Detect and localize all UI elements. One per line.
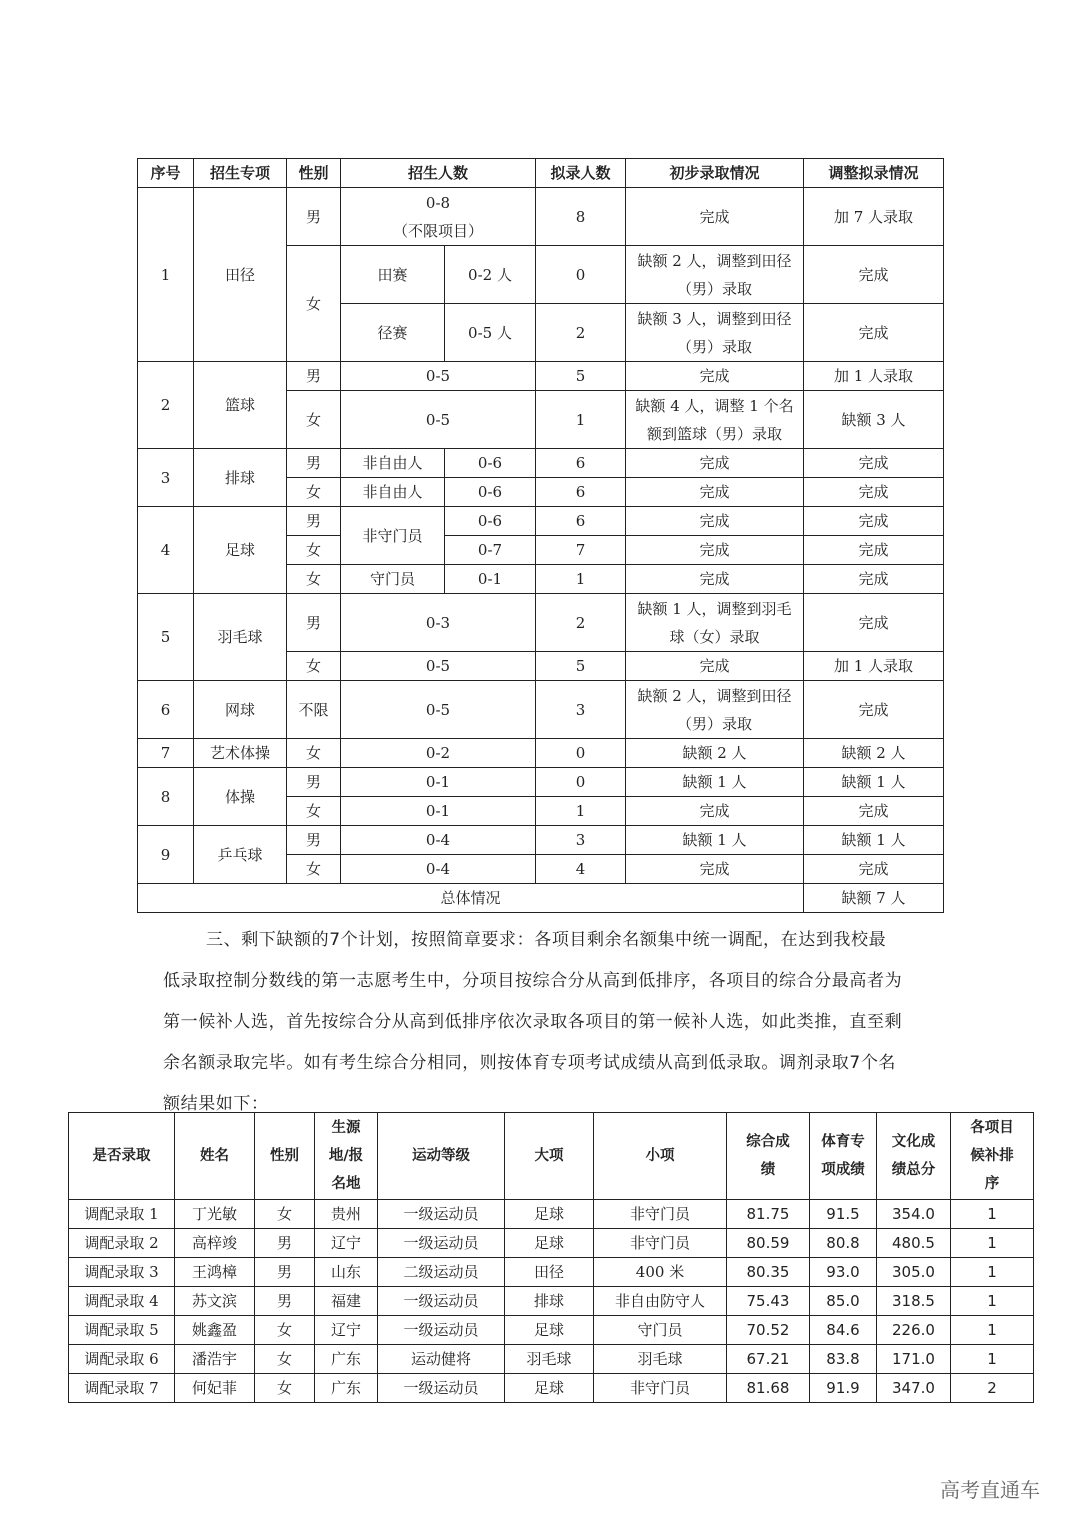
header-cell: 招生专项 xyxy=(194,159,287,188)
adjusted-status: 完成 xyxy=(804,855,944,884)
status-line: 缺额 1 人，调整到羽毛 xyxy=(637,599,792,618)
row-number: 1 xyxy=(138,188,194,362)
paragraph-line: 额结果如下： xyxy=(163,1094,269,1114)
table-cell: 81.75 xyxy=(727,1200,810,1229)
sport-item: 足球 xyxy=(194,507,287,594)
table-cell: 调配录取 1 xyxy=(69,1200,175,1229)
adjusted-status: 完成 xyxy=(804,797,944,826)
header-cell xyxy=(315,1113,378,1200)
table-row xyxy=(69,1345,1034,1374)
initial-status: 完成 xyxy=(626,362,804,391)
quota: 0-1 xyxy=(445,565,536,594)
header-cell xyxy=(877,1113,951,1200)
sport-item: 排球 xyxy=(194,449,287,507)
table-cell: 非守门员 xyxy=(594,1374,727,1403)
table-cell: 80.35 xyxy=(727,1258,810,1287)
table-cell: 高梓竣 xyxy=(175,1229,255,1258)
table-row xyxy=(138,739,944,768)
table-cell: 广东 xyxy=(315,1374,378,1403)
header-line: 各项目 xyxy=(970,1120,1014,1136)
table-cell: 2 xyxy=(951,1374,1034,1403)
total-label: 总体情况 xyxy=(138,884,804,913)
quota: 0-2 人 xyxy=(445,246,536,304)
sport-item: 田径 xyxy=(194,188,287,362)
table-cell: 运动健将 xyxy=(378,1345,505,1374)
table-cell: 67.21 xyxy=(727,1345,810,1374)
sex: 女 xyxy=(287,797,341,826)
sub-item: 守门员 xyxy=(341,565,445,594)
table-cell: 男 xyxy=(255,1229,315,1258)
header-cell xyxy=(255,1113,315,1200)
table-cell: 潘浩宇 xyxy=(175,1345,255,1374)
adjusted-status: 完成 xyxy=(804,507,944,536)
adjusted-status: 完成 xyxy=(804,536,944,565)
planned: 8 xyxy=(536,188,626,246)
table-cell: 一级运动员 xyxy=(378,1200,505,1229)
adjusted-status: 完成 xyxy=(804,565,944,594)
quota: 0-5 人 xyxy=(445,304,536,362)
header-cell: 性别 xyxy=(287,159,341,188)
table-cell: 丁光敏 xyxy=(175,1200,255,1229)
sex: 女 xyxy=(287,246,341,362)
planned: 6 xyxy=(536,507,626,536)
initial-status xyxy=(626,681,804,739)
sex: 男 xyxy=(287,362,341,391)
row-number: 9 xyxy=(138,826,194,884)
header-cell xyxy=(727,1113,810,1200)
initial-status: 完成 xyxy=(626,478,804,507)
quota-line: （不限项目） xyxy=(393,221,484,240)
quota: 0-5 xyxy=(341,681,536,739)
header-line: 序 xyxy=(984,1176,1000,1192)
header-cell: 调整拟录情况 xyxy=(804,159,944,188)
row-number: 4 xyxy=(138,507,194,594)
sport-item: 艺术体操 xyxy=(194,739,287,768)
paragraph-line: 第一候补人选，首先按综合分从高到低排序依次录取各项目的第一候补人选，如此类推，直至剩 xyxy=(163,1012,903,1032)
table-cell: 75.43 xyxy=(727,1287,810,1316)
table-cell: 一级运动员 xyxy=(378,1374,505,1403)
table-row xyxy=(138,507,944,536)
adjusted-status: 缺额 1 人 xyxy=(804,826,944,855)
table-cell: 171.0 xyxy=(877,1345,951,1374)
header-line: 运动等级 xyxy=(412,1148,470,1164)
header-line: 名地 xyxy=(331,1176,361,1192)
quota xyxy=(341,188,536,246)
table-cell: 354.0 xyxy=(877,1200,951,1229)
table-row xyxy=(69,1229,1034,1258)
quota: 0-5 xyxy=(341,362,536,391)
quota-line: 0-8 xyxy=(425,193,451,212)
table-cell: 二级运动员 xyxy=(378,1258,505,1287)
adjusted-status: 缺额 2 人 xyxy=(804,739,944,768)
sex: 女 xyxy=(287,565,341,594)
table-cell: 非自由防守人 xyxy=(594,1287,727,1316)
table-row xyxy=(138,362,944,391)
sub-item: 田赛 xyxy=(341,246,445,304)
watermark-logo: 高考直通车 xyxy=(940,1478,1040,1502)
table-cell: 姚鑫盈 xyxy=(175,1316,255,1345)
table-row xyxy=(69,1374,1034,1403)
table-row xyxy=(138,826,944,855)
sex: 男 xyxy=(287,449,341,478)
table-cell: 1 xyxy=(951,1258,1034,1287)
table-cell: 480.5 xyxy=(877,1229,951,1258)
table-cell: 91.5 xyxy=(810,1200,877,1229)
planned: 2 xyxy=(536,594,626,652)
table-cell: 调配录取 5 xyxy=(69,1316,175,1345)
row-number: 2 xyxy=(138,362,194,449)
table-cell: 辽宁 xyxy=(315,1229,378,1258)
table-cell: 足球 xyxy=(505,1374,594,1403)
planned: 2 xyxy=(536,304,626,362)
status-line: 缺额 3 人，调整到田径 xyxy=(637,309,792,328)
quota: 0-5 xyxy=(341,391,536,449)
status-line: 额到篮球（男）录取 xyxy=(647,424,783,443)
status-line: 缺额 4 人，调整 1 个名 xyxy=(635,396,794,415)
row-number: 6 xyxy=(138,681,194,739)
sport-item: 体操 xyxy=(194,768,287,826)
status-line: 缺额 2 人，调整到田径 xyxy=(637,686,792,705)
admission-plan-table xyxy=(137,158,944,913)
body-paragraph xyxy=(163,925,963,1130)
table-cell: 调配录取 6 xyxy=(69,1345,175,1374)
table-cell: 调配录取 4 xyxy=(69,1287,175,1316)
row-number: 8 xyxy=(138,768,194,826)
table-cell: 羽毛球 xyxy=(594,1345,727,1374)
table-cell: 田径 xyxy=(505,1258,594,1287)
table-cell: 苏文滨 xyxy=(175,1287,255,1316)
table-cell: 贵州 xyxy=(315,1200,378,1229)
adjusted-status: 加 7 人录取 xyxy=(804,188,944,246)
header-cell: 拟录人数 xyxy=(536,159,626,188)
planned: 1 xyxy=(536,797,626,826)
sub-item: 径赛 xyxy=(341,304,445,362)
table-cell: 1 xyxy=(951,1345,1034,1374)
table-cell: 226.0 xyxy=(877,1316,951,1345)
sex: 男 xyxy=(287,826,341,855)
header-line: 项成绩 xyxy=(821,1162,865,1178)
header-cell: 招生人数 xyxy=(341,159,536,188)
table-cell: 一级运动员 xyxy=(378,1287,505,1316)
header-line: 绩 xyxy=(760,1162,776,1178)
header-cell xyxy=(505,1113,594,1200)
planned: 0 xyxy=(536,246,626,304)
quota: 0-1 xyxy=(341,797,536,826)
table-cell: 80.59 xyxy=(727,1229,810,1258)
sport-item: 乒乓球 xyxy=(194,826,287,884)
initial-status: 完成 xyxy=(626,855,804,884)
paragraph-line: 三、剩下缺额的7个计划，按照简章要求：各项目剩余名额集中统一调配，在达到我校最 xyxy=(206,930,887,950)
initial-status: 完成 xyxy=(626,449,804,478)
sex: 男 xyxy=(287,594,341,652)
table-cell: 85.0 xyxy=(810,1287,877,1316)
sex: 男 xyxy=(287,507,341,536)
adjusted-status: 缺额 1 人 xyxy=(804,768,944,797)
status-line: 缺额 2 人，调整到田径 xyxy=(637,251,792,270)
initial-status xyxy=(626,246,804,304)
status-line: （男）录取 xyxy=(677,714,753,733)
initial-status: 缺额 1 人 xyxy=(626,826,804,855)
header-line: 生源 xyxy=(331,1120,361,1136)
table-cell: 非守门员 xyxy=(594,1200,727,1229)
initial-status xyxy=(626,391,804,449)
row-number: 7 xyxy=(138,739,194,768)
table-cell: 80.8 xyxy=(810,1229,877,1258)
table-row xyxy=(138,188,944,246)
sport-item: 羽毛球 xyxy=(194,594,287,681)
planned: 6 xyxy=(536,449,626,478)
table-cell: 84.6 xyxy=(810,1316,877,1345)
planned: 5 xyxy=(536,362,626,391)
table-cell: 305.0 xyxy=(877,1258,951,1287)
table-cell: 1 xyxy=(951,1229,1034,1258)
adjusted-status: 完成 xyxy=(804,246,944,304)
planned: 1 xyxy=(536,391,626,449)
table-cell: 女 xyxy=(255,1316,315,1345)
quota: 0-5 xyxy=(341,652,536,681)
header-cell xyxy=(810,1113,877,1200)
table-cell: 足球 xyxy=(505,1200,594,1229)
table-row xyxy=(138,681,944,739)
quota: 0-6 xyxy=(445,478,536,507)
initial-status xyxy=(626,594,804,652)
initial-status: 完成 xyxy=(626,652,804,681)
header-line: 是否录取 xyxy=(92,1148,151,1164)
table-header-row xyxy=(69,1113,1034,1200)
table-cell: 一级运动员 xyxy=(378,1316,505,1345)
status-line: （男）录取 xyxy=(677,279,753,298)
table-row xyxy=(69,1258,1034,1287)
sport-item: 篮球 xyxy=(194,362,287,449)
sex: 男 xyxy=(287,768,341,797)
header-line: 大项 xyxy=(534,1148,564,1164)
table-cell: 男 xyxy=(255,1287,315,1316)
planned: 0 xyxy=(536,768,626,797)
planned: 4 xyxy=(536,855,626,884)
adjusted-status: 缺额 3 人 xyxy=(804,391,944,449)
table-cell: 女 xyxy=(255,1200,315,1229)
initial-status: 缺额 2 人 xyxy=(626,739,804,768)
table-cell: 何妃菲 xyxy=(175,1374,255,1403)
quota: 0-6 xyxy=(445,449,536,478)
adjusted-status: 完成 xyxy=(804,449,944,478)
header-line: 候补排 xyxy=(970,1148,1014,1164)
table-cell: 91.9 xyxy=(810,1374,877,1403)
header-cell: 初步录取情况 xyxy=(626,159,804,188)
header-cell xyxy=(175,1113,255,1200)
sex: 男 xyxy=(287,188,341,246)
initial-status: 完成 xyxy=(626,797,804,826)
initial-status: 完成 xyxy=(626,188,804,246)
paragraph-line: 余名额录取完毕。如有考生综合分相同，则按体育专项考试成绩从高到低录取。调剂录取7个名 xyxy=(163,1053,897,1073)
sex: 女 xyxy=(287,391,341,449)
header-line: 性别 xyxy=(270,1148,299,1164)
table-cell: 一级运动员 xyxy=(378,1229,505,1258)
total-status: 缺额 7 人 xyxy=(804,884,944,913)
initial-status: 完成 xyxy=(626,565,804,594)
table-cell: 81.68 xyxy=(727,1374,810,1403)
initial-status: 缺额 1 人 xyxy=(626,768,804,797)
sex: 女 xyxy=(287,652,341,681)
table-cell: 调配录取 2 xyxy=(69,1229,175,1258)
header-line: 姓名 xyxy=(200,1148,229,1164)
table-cell: 辽宁 xyxy=(315,1316,378,1345)
status-line: 球（女）录取 xyxy=(669,627,760,646)
table-row xyxy=(138,768,944,797)
planned: 0 xyxy=(536,739,626,768)
adjusted-status: 完成 xyxy=(804,594,944,652)
header-line: 地/报 xyxy=(328,1148,364,1164)
planned: 7 xyxy=(536,536,626,565)
adjusted-status: 加 1 人录取 xyxy=(804,362,944,391)
planned: 5 xyxy=(536,652,626,681)
table-cell: 足球 xyxy=(505,1229,594,1258)
table-cell: 83.8 xyxy=(810,1345,877,1374)
table-cell: 非守门员 xyxy=(594,1229,727,1258)
table-cell: 王鸿樟 xyxy=(175,1258,255,1287)
table-cell: 1 xyxy=(951,1316,1034,1345)
table-cell: 女 xyxy=(255,1345,315,1374)
paragraph-line: 低录取控制分数线的第一志愿考生中，分项目按综合分从高到低排序，各项目的综合分最高者为 xyxy=(163,971,903,991)
header-line: 小项 xyxy=(645,1148,675,1164)
total-row xyxy=(138,884,944,913)
table-row xyxy=(138,449,944,478)
sub-item: 非自由人 xyxy=(341,449,445,478)
table-cell: 山东 xyxy=(315,1258,378,1287)
planned: 3 xyxy=(536,826,626,855)
sex: 女 xyxy=(287,536,341,565)
table-cell: 调配录取 3 xyxy=(69,1258,175,1287)
header-cell xyxy=(594,1113,727,1200)
quota: 0-6 xyxy=(445,507,536,536)
table-cell: 70.52 xyxy=(727,1316,810,1345)
row-number: 3 xyxy=(138,449,194,507)
header-cell xyxy=(69,1113,175,1200)
table-row xyxy=(69,1316,1034,1345)
quota: 0-2 xyxy=(341,739,536,768)
sport-item: 网球 xyxy=(194,681,287,739)
planned: 6 xyxy=(536,478,626,507)
table-cell: 女 xyxy=(255,1374,315,1403)
adjusted-status: 完成 xyxy=(804,478,944,507)
sex: 不限 xyxy=(287,681,341,739)
table-cell: 福建 xyxy=(315,1287,378,1316)
quota: 0-4 xyxy=(341,826,536,855)
table-header-row xyxy=(138,159,944,188)
table-cell: 足球 xyxy=(505,1316,594,1345)
sub-item: 非自由人 xyxy=(341,478,445,507)
table-cell: 男 xyxy=(255,1258,315,1287)
header-cell xyxy=(951,1113,1034,1200)
initial-status xyxy=(626,304,804,362)
quota: 0-4 xyxy=(341,855,536,884)
quota: 0-3 xyxy=(341,594,536,652)
header-line: 体育专 xyxy=(821,1134,865,1150)
sex: 女 xyxy=(287,478,341,507)
header-line: 综合成 xyxy=(746,1134,790,1150)
header-line: 绩总分 xyxy=(891,1162,936,1178)
adjusted-admission-table xyxy=(68,1112,1034,1403)
sub-item: 非守门员 xyxy=(341,507,445,565)
table-cell: 318.5 xyxy=(877,1287,951,1316)
header-line: 文化成 xyxy=(891,1134,936,1150)
sex: 女 xyxy=(287,739,341,768)
table-cell: 400 米 xyxy=(594,1258,727,1287)
header-cell: 序号 xyxy=(138,159,194,188)
table-cell: 347.0 xyxy=(877,1374,951,1403)
table-cell: 守门员 xyxy=(594,1316,727,1345)
table-cell: 1 xyxy=(951,1287,1034,1316)
table-cell: 排球 xyxy=(505,1287,594,1316)
row-number: 5 xyxy=(138,594,194,681)
adjusted-status: 完成 xyxy=(804,304,944,362)
table-cell: 调配录取 7 xyxy=(69,1374,175,1403)
adjusted-status: 加 1 人录取 xyxy=(804,652,944,681)
table-row xyxy=(69,1200,1034,1229)
header-cell xyxy=(378,1113,505,1200)
sex: 女 xyxy=(287,855,341,884)
table-cell: 广东 xyxy=(315,1345,378,1374)
table-row xyxy=(69,1287,1034,1316)
table-row xyxy=(138,594,944,652)
planned: 1 xyxy=(536,565,626,594)
initial-status: 完成 xyxy=(626,507,804,536)
quota: 0-1 xyxy=(341,768,536,797)
adjusted-status: 完成 xyxy=(804,681,944,739)
planned: 3 xyxy=(536,681,626,739)
table-cell: 1 xyxy=(951,1200,1034,1229)
status-line: （男）录取 xyxy=(677,337,753,356)
quota: 0-7 xyxy=(445,536,536,565)
table-cell: 羽毛球 xyxy=(505,1345,594,1374)
table-cell: 93.0 xyxy=(810,1258,877,1287)
initial-status: 完成 xyxy=(626,536,804,565)
